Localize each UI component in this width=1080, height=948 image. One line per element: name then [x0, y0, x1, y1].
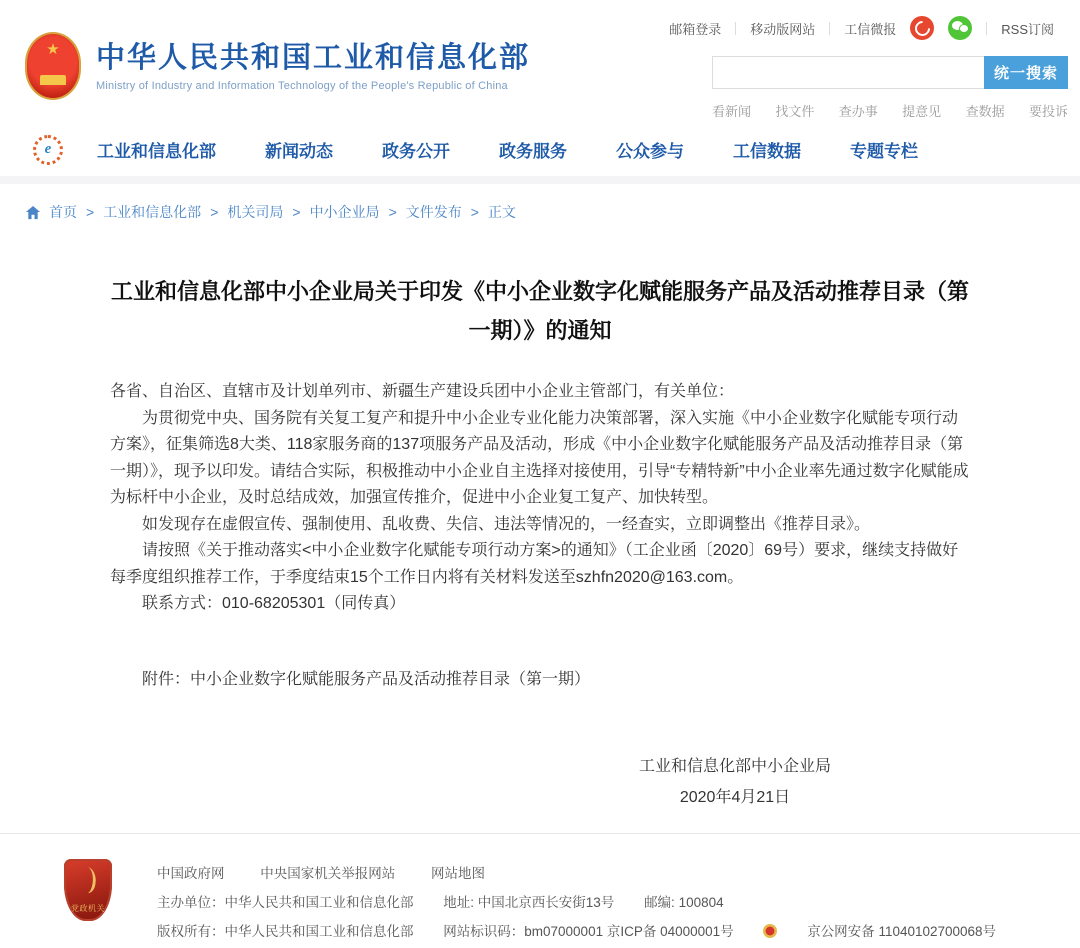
breadcrumb-item[interactable]: > 文件发布: [380, 202, 462, 222]
home-icon[interactable]: [25, 205, 41, 220]
site-subtitle-en: Ministry of Industry and Information Technology of the People's Republic of China: [96, 79, 508, 92]
article-body: [110, 379, 970, 618]
quick-link[interactable]: 看新闻: [712, 104, 752, 119]
footer-copyright-row: [157, 917, 996, 946]
breadcrumb-item[interactable]: > 正文: [462, 202, 516, 222]
section-divider-band: [0, 176, 1080, 184]
breadcrumb-item[interactable]: > 工业和信息化部: [77, 202, 201, 222]
footer-link[interactable]: 中央国家机关举报网站: [260, 866, 396, 881]
search-input[interactable]: [712, 56, 984, 89]
site-logo[interactable]: [25, 32, 530, 100]
footer: [0, 833, 1080, 948]
footer-links: [157, 859, 996, 888]
address: 地址: 中国北京西长安街13号: [443, 895, 615, 910]
article-paragraph: 如发现存在虚假宣传、强制使用、乱收费、失信、违法等情况的，一经查实，立即调整出《推荐目录》。: [142, 515, 871, 533]
quick-link[interactable]: 提意见: [902, 104, 942, 119]
search-area: [712, 56, 1068, 120]
nav-item[interactable]: 公众参与: [616, 142, 684, 161]
site-title: 中华人民共和国工业和信息化部: [96, 41, 531, 74]
nav-item[interactable]: 专题专栏: [850, 142, 918, 161]
mobile-site-link[interactable]: 移动版网站: [750, 21, 816, 37]
nav-item[interactable]: 新闻动态: [265, 142, 333, 161]
signature-block: [620, 751, 850, 813]
nav-item[interactable]: 政务服务: [499, 142, 567, 161]
weibo-icon[interactable]: [910, 16, 934, 40]
attachment-line: 附件：中小企业数字化赋能服务产品及活动推荐目录（第一期）: [142, 670, 591, 688]
divider: [829, 22, 830, 35]
mail-login-link[interactable]: 邮箱登录: [669, 21, 722, 37]
quick-link[interactable]: 找文件: [775, 104, 815, 119]
national-emblem-icon: ★: [25, 32, 81, 100]
issuing-department: 工业和信息化部中小企业局: [638, 757, 831, 775]
quick-link[interactable]: 查数据: [965, 104, 1005, 119]
breadcrumb-item[interactable]: > 机关司局: [201, 202, 283, 222]
wechat-icon[interactable]: [948, 16, 972, 40]
footer-link[interactable]: 网站地图: [431, 866, 486, 881]
breadcrumb-item[interactable]: > 中小企业局: [283, 202, 379, 222]
nav-item[interactable]: 政务公开: [382, 142, 450, 161]
breadcrumb: [25, 202, 516, 222]
article-title: 工业和信息化部中小企业局关于印发《中小企业数字化赋能服务产品及活动推荐目录（第一期）》的通知: [110, 279, 969, 343]
copyright: 版权所有：中华人民共和国工业和信息化部: [157, 924, 414, 939]
main-nav: [0, 127, 1080, 172]
article-paragraph: 各省、自治区、直辖市及计划单列市、新疆生产建设兵团中小企业主管部门，有关单位：: [110, 383, 735, 400]
gov-agency-badge-icon[interactable]: [64, 859, 112, 921]
rss-subscribe-link[interactable]: RSS订阅: [1001, 21, 1054, 37]
top-utility-bar: [669, 16, 1054, 40]
article: [110, 272, 970, 813]
nav-item[interactable]: 工信数据: [733, 142, 801, 161]
site-code: 网站标识码：bm07000001 京ICP备 04000001号: [443, 924, 734, 939]
divider: [986, 22, 987, 35]
footer-host-row: [157, 888, 996, 917]
issue-date: 2020年4月21日: [679, 788, 791, 806]
quick-link[interactable]: 要投诉: [1028, 104, 1068, 119]
nav-item[interactable]: 工业和信息化部: [97, 142, 216, 161]
article-paragraph: 为贯彻党中央、国务院有关复工复产和提升中小企业专业化能力决策部署，深入实施《中小企业数字化赋能专项行动方案》，征集筛选8大类、118家服务商的137项服务产品及活动，形成《中小企业数字化赋能服务产品及活动推荐目录（第一期）》，现予以印发。请结合实际，积极推动中小企业自主选择对接使用，引导“专精特新”中小企业率先通过数字化赋能成为标杆中小企业，及时总结成效，加强宣传推介，促进中小企业复工复产、加快转型。: [110, 409, 969, 506]
postcode: 邮编: 100804: [644, 895, 724, 910]
weixin-weibo-link[interactable]: 工信微报: [844, 21, 897, 37]
quick-link[interactable]: 查办事: [838, 104, 878, 119]
divider: [735, 22, 736, 35]
footer-link[interactable]: 中国政府网: [157, 866, 225, 881]
host-unit: 主办单位：中华人民共和国工业和信息化部: [157, 895, 414, 910]
beian-link[interactable]: 京公网安备 11040102700068号: [807, 924, 997, 939]
breadcrumb-item[interactable]: 首页: [49, 204, 77, 220]
gov-badge-label: 党政机关: [71, 904, 105, 913]
article-paragraph: 联系方式：010-68205301（同传真）: [142, 595, 406, 612]
article-paragraph: 请按照《关于推动落实<中小企业数字化赋能专项行动方案>的通知》（工企业函〔2020〕69号）要求，继续支持做好每季度组织推荐工作，于季度结束15个工作日内将有关材料发送至szhfn2020@163.com。: [110, 542, 959, 586]
miit-logo-icon: e: [33, 135, 63, 165]
unified-search-button[interactable]: 统一搜索: [984, 56, 1068, 89]
police-badge-icon: [763, 924, 777, 938]
search-quick-links: [712, 101, 1068, 120]
